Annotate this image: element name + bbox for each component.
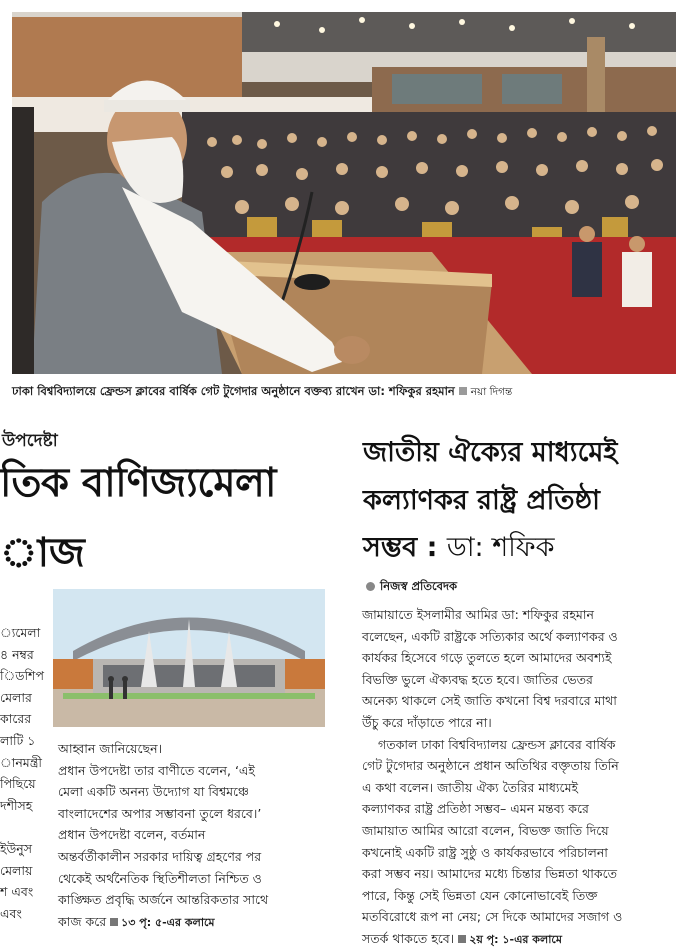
- right-story-headline-line1: জাতীয় ঐক্যের মাধ্যমেই: [363, 437, 618, 468]
- text-line: প্রধান উপদেষ্টা তার বাণীতে বলেন, ‘এই: [58, 762, 255, 778]
- text-line: কার্যকর হিসেবে গড়ে তুলতে হলে আমাদের অবশ্যই: [362, 650, 612, 666]
- photo-caption: [12, 383, 682, 402]
- text-line: বাংলাদেশের অপার সম্ভাবনা তুলে ধরবে।’: [58, 805, 262, 821]
- left-story-column-a: [0, 622, 46, 924]
- photo-source: নয়া দিগন্ত: [470, 386, 513, 398]
- text-line: লাটি ১: [0, 732, 36, 748]
- left-story-kicker: উপদেষ্টা: [2, 431, 58, 451]
- right-story-headline-line3: [363, 527, 555, 572]
- text-line: গতকাল ঢাকা বিশ্ববিদ্যালয় ফ্রেন্ডস ক্লাবের বার্ষিক: [378, 736, 616, 752]
- text-line: বলেছেন, একটি রাষ্ট্রকে সত্যিকার অর্থে কল্যাণকর ও: [362, 628, 618, 644]
- text-line: মেলায়: [0, 862, 33, 878]
- text-line: ইউনুস: [0, 840, 32, 856]
- text-line: মেলা একটি অনন্য উদ্যোগ যা বিশ্বমঞ্চে: [58, 784, 249, 800]
- headline-part-b: ডা: শফিক: [446, 532, 555, 563]
- byline: [366, 578, 457, 597]
- text-line: ্যমেলা: [0, 625, 41, 640]
- text-line: জামায়াতে ইসলামীর আমির ডা: শফিকুর রহমান: [362, 607, 594, 622]
- text-line: মেলার: [0, 689, 32, 705]
- text-line: কাঙ্ক্ষিত প্রবৃদ্ধি অর্জনে আন্তরিকতার সাথে: [58, 892, 269, 908]
- bullet-icon: [366, 582, 375, 591]
- text-line: িডশিপ: [0, 668, 44, 684]
- text-line: প্রধান উপদেষ্টা বলেন, বর্তমান: [58, 827, 206, 843]
- continuation-note: [110, 916, 214, 929]
- text-end: সতর্ক থাকতে হবে।: [362, 930, 455, 946]
- text-line: ৪ নম্বর: [0, 646, 34, 662]
- text-line: করা সম্ভব নয়। আমাদের মধ্যে চিন্তার ভিন্নতা থাকতে: [362, 866, 617, 882]
- caption-text: ঢাকা বিশ্ববিদ্যালয়ে ফ্রেন্ডস ক্লাবের বার্ষিক গেট টুগেদার অনুষ্ঠানে বক্তব্য রাখেন ডা: শফিকুর রহমান: [12, 384, 455, 398]
- text-line: কখনোই একটি রাষ্ট্র সুষ্ঠু ও কার্যকরভাবে পরিচালনা: [362, 844, 608, 860]
- continuation-note: [458, 933, 562, 946]
- text-line: থেকেই অর্থনৈতিক স্থিতিশীলতা নিশ্চিত ও: [58, 870, 262, 886]
- text-line: কল্যাণকর রাষ্ট্র প্রতিষ্ঠা সম্ভব– এমন মন্তব্য করে: [362, 801, 589, 817]
- right-story-body: [362, 604, 680, 950]
- right-story-headline-line2: কল্যাণকর রাষ্ট্র প্রতিষ্ঠা: [363, 485, 600, 516]
- text-line: এবং: [0, 905, 22, 921]
- text-line: অনেক্য থাকলে সেই জাতি কখনো বিশ্ব দরবারে মাথা: [362, 693, 617, 709]
- left-story-column-b: [58, 738, 326, 932]
- continuation-square-icon: [458, 935, 466, 943]
- text-line-last: [362, 928, 680, 950]
- text-line: আহ্বান জানিয়েছেন।: [58, 741, 163, 756]
- text-line: [0, 816, 46, 838]
- continuation-square-icon: [110, 918, 118, 926]
- text-line: শ এবং: [0, 884, 34, 900]
- text-line: অন্তর্বর্তীকালীন সরকার দায়িত্ব গ্রহণের পর: [58, 848, 262, 864]
- text-line: পারে, কিন্তু সেই ভিন্নতা যেন কোনোভাবেই তিক্ত: [362, 887, 598, 903]
- text-line: এ কথা বলেন। জাতীয় ঐক্য তৈরির মাধ্যমেই: [362, 779, 579, 795]
- text-line: মতবিরোধে রূপ না নেয়; সে দিকে আমাদের সজাগ ও: [362, 909, 623, 925]
- text-end: কাজ করে: [58, 913, 107, 929]
- headline-part-a: সম্ভব :: [363, 532, 438, 563]
- continuation-text: ১৩ পৃ: ৫-এর কলামে: [121, 915, 215, 929]
- text-line: ানমন্ত্রী: [0, 754, 42, 770]
- continuation-text: ২য় পৃ: ১-এর কলামে: [469, 932, 562, 946]
- text-line: বিভক্তি ভুলে ঐক্যবদ্ধ হতে হবে। জাতির ভেতর: [362, 671, 593, 687]
- text-line: জামায়াত আমির আরো বলেন, বিভক্ত জাতি দিয়ে: [362, 822, 609, 838]
- text-line: দশীসহ: [0, 797, 33, 813]
- text-line: উঁচু করে দাঁড়াতে পারে না।: [362, 714, 492, 730]
- trade-fair-building-photo: [53, 589, 325, 727]
- text-line-last: [58, 911, 326, 933]
- text-line: পিছিয়ে: [0, 776, 36, 792]
- byline-text: নিজস্ব প্রতিবেদক: [380, 579, 458, 593]
- caption-separator: [459, 387, 467, 395]
- text-line: গেট টুগেদার অনুষ্ঠানে প্রধান অতিথির বক্তৃতায় তিনি: [362, 758, 619, 774]
- left-story-headline-line2: াজ: [0, 530, 85, 576]
- text-line: কারের: [0, 711, 32, 727]
- left-story-headline-line1: তিক বাণিজ্যমেলা: [0, 460, 276, 506]
- event-photo: [12, 12, 676, 374]
